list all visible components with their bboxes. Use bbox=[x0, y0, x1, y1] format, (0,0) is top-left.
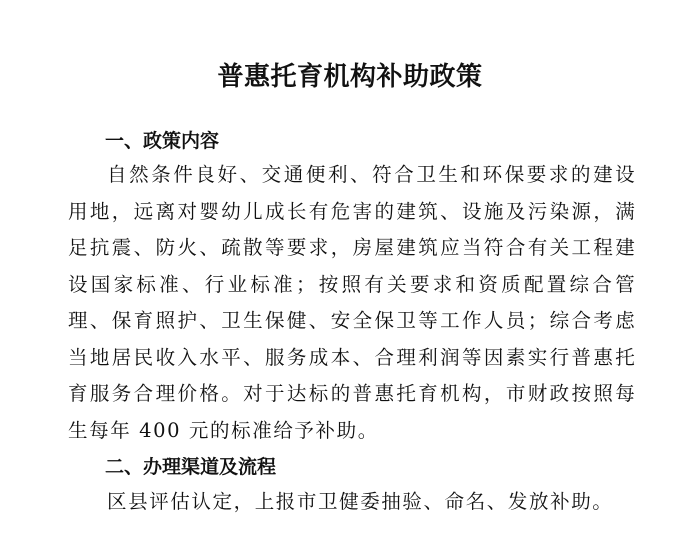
paragraph-line: 设 国 家 标 准 、 行 业 标 准 ； 按 照 有 关 要 求 和 资 质 配 置 综 合 管 bbox=[68, 273, 635, 296]
document-title: 普惠托育机构补助政策 bbox=[217, 62, 483, 92]
paragraph-line: 区县评估认定，上报市卫健委抽验、命名、发放补助。 bbox=[107, 490, 614, 513]
paragraph-line: 用 地 ， 远 离 对 婴 幼 儿 成 长 有 危 害 的 建 筑 、 设 施 及 污 染 源 ， 满 bbox=[68, 200, 635, 223]
paragraph-line: 自 然 条 件 良 好 、 交 通 便 利 、 符 合 卫 生 和 环 保 要 求 的 建 设 bbox=[107, 163, 635, 186]
paragraph-line: 生每年 400 元的标准给予补助。 bbox=[68, 419, 379, 442]
paragraph-line: 足 抗 震 、 防 火 、 疏 散 等 要 求 ， 房 屋 建 筑 应 当 符 合 有 关 工 程 建 bbox=[68, 236, 635, 259]
section-heading-policy-content: 一、政策内容 bbox=[105, 130, 220, 152]
paragraph-line: 育 服 务 合 理 价 格 。 对 于 达 标 的 普 惠 托 育 机 构 ， 市 财 政 按 照 每 bbox=[68, 382, 635, 405]
paragraph-line: 理 、 保 育 照 护 、 卫 生 保 健 、 安 全 保 卫 等 工 作 人 员 ； 综 合 考 虑 bbox=[68, 309, 635, 332]
paragraph-line: 当 地 居 民 收 入 水 平 、 服 务 成 本 、 合 理 利 润 等 因 素 实 行 普 惠 托 bbox=[68, 346, 635, 369]
section-heading-process: 二、办理渠道及流程 bbox=[105, 456, 277, 478]
